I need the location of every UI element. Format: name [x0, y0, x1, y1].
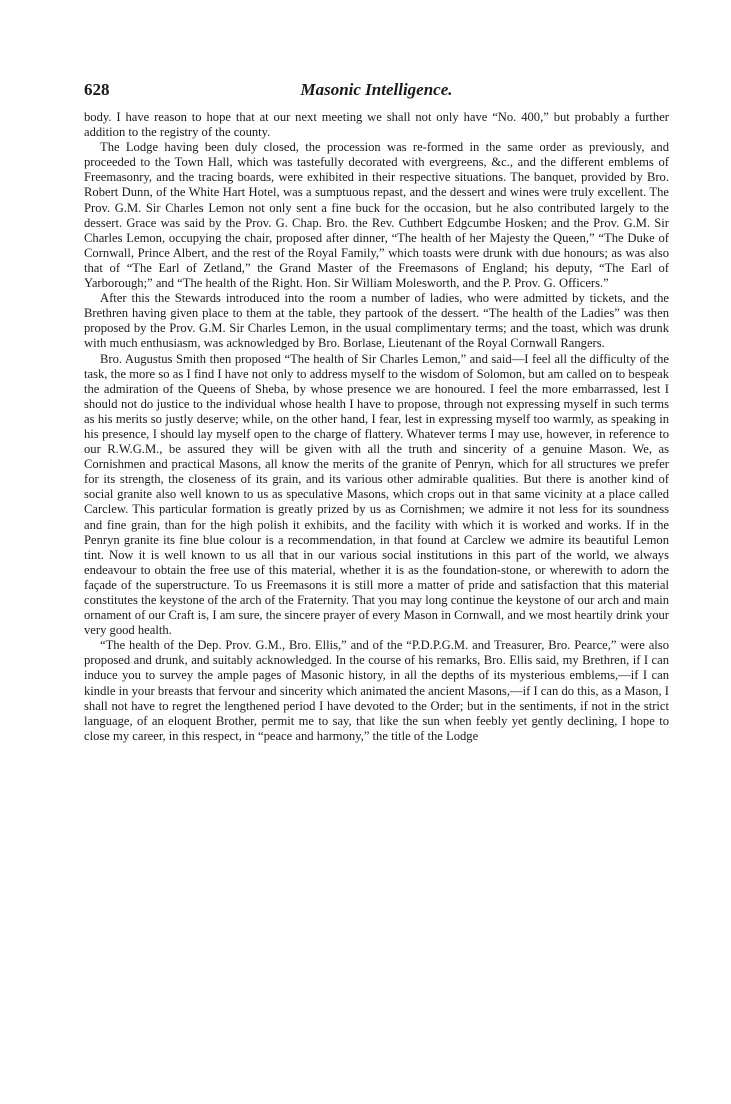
body-text: [84, 110, 669, 744]
paragraph-lodge-procession: The Lodge having been duly closed, the procession was re-formed in the same order as previously, and proceeded to the Town Hall, which was tastefully decorated with evergreens, &c., and the different emblems of Freemasonry, and the tracing boards, were exhibited in their respective situations. The banquet, provided by Bro. Robert Dunn, of the White Hart Hotel, was a sumptuous repast, and the dessert and wines were truly excellent. The Prov. G.M. Sir Charles Lemon not only sent a fine buck for the occasion, but he also contributed largely to the dessert. Grace was said by the Prov. G. Chap. Bro. the Rev. Cuthbert Edgcumbe Hosken; and the Prov. G.M. Sir Charles Lemon, occupying the chair, proposed after dinner, “The health of her Majesty the Queen,” “The Duke of Cornwall, Prince Albert, and the rest of the Royal Family,” which toasts were drunk with due honours; as was also that of “The Earl of Zetland,” the Grand Master of the Freemasons of England; his deputy, “The Earl of Yarborough;” and “The health of the Right. Hon. Sir William Molesworth, and the P. Prov. G. Officers.”: [84, 140, 669, 291]
page-header: [84, 78, 669, 104]
running-title: Masonic Intelligence.: [300, 80, 453, 99]
paragraph-augustus-smith-speech: Bro. Augustus Smith then proposed “The health of Sir Charles Lemon,” and said—I feel all the difficulty of the task, the more so as I find I have not only to address myself to the wisdom of Solomon, but am called on to bespeak the admiration of the Queens of Sheba, by whose presence we are honoured. I feel the more embarrassed, lest I should not do justice to the individual whose health I have to propose, through not expressing myself in such terms as his merits so justly deserve; while, on the other hand, I fear, lest in expressing myself too warmly, as speaking in his presence, I should lay myself open to the charge of flattery. Whatever terms I may use, however, in reference to our R.W.G.M., be assured they will be given with all the truth and sincerity of a genuine Mason. We, as Cornishmen and practical Masons, all know the merits of the granite of Penryn, which for all structures we prefer for its strength, the closeness of its grain, and its various other admirable qualities. But there is another kind of social granite also well known to us as speculative Masons, which crops out in that same vicinity at a place called Carclew. This particular formation is greatly prized by us as Cornishmen; we admire it not less for its soundness and fine grain, than for the high polish it exhibits, and the facility with which it is worked and works. If in the Penryn granite its fine blue colour is a recommendation, in that found at Carclew we admire its beautiful Lemon tint. Now it is well known to us all that in our various social institutions in this part of the world, we always endeavour to obtain the free use of this material, whether it is as the foundation-stone, or wherewith to adorn the façade of the superstructure. To us Freemasons it is still more a matter of pride and satisfaction that this material constitutes the keystone of the arch of the Fraternity. That you may long continue the keystone of our arch and main ornament of our Craft is, I am sure, the sincere prayer of every Mason in Cornwall, and we most heartily drink your very good health.: [84, 351, 669, 638]
paragraph-continuation: body. I have reason to hope that at our next meeting we shall not only have “No. 400,” but probably a further addition to the registry of the county.: [84, 110, 669, 140]
page-number: 628: [84, 80, 110, 99]
page: [84, 78, 669, 744]
paragraph-ellis-speech: “The health of the Dep. Prov. G.M., Bro. Ellis,” and of the “P.D.P.G.M. and Treasurer, Bro. Pearce,” were also proposed and drunk, and suitably acknowledged. In the course of his remarks, Bro. Ellis said, my Brethren, if I can induce you to survey the ample pages of Masonic history, in all the depths of its mysterious emblems,—if I can kindle in your breasts that fervour and sincerity which animated the ancient Masons,—if I can do this, as a Mason, I shall not have to regret the lengthened period I have devoted to the Order; but in the sentiments, if not in the strict language, of an eloquent Brother, permit me to say, that like the sun when feebly yet gently declining, I hope to close my career, in this respect, in “peace and harmony,” the title of the Lodge: [84, 638, 669, 743]
paragraph-ladies: After this the Stewards introduced into the room a number of ladies, who were admitted by tickets, and the Brethren having given place to them at the table, they partook of the dessert. “The health of the Ladies” was then proposed by the Prov. G.M. Sir Charles Lemon, in the usual complimentary terms; and the toast, which was drunk with much enthusiasm, was acknowledged by Bro. Borlase, Lieutenant of the Royal Cornwall Rangers.: [84, 291, 669, 351]
